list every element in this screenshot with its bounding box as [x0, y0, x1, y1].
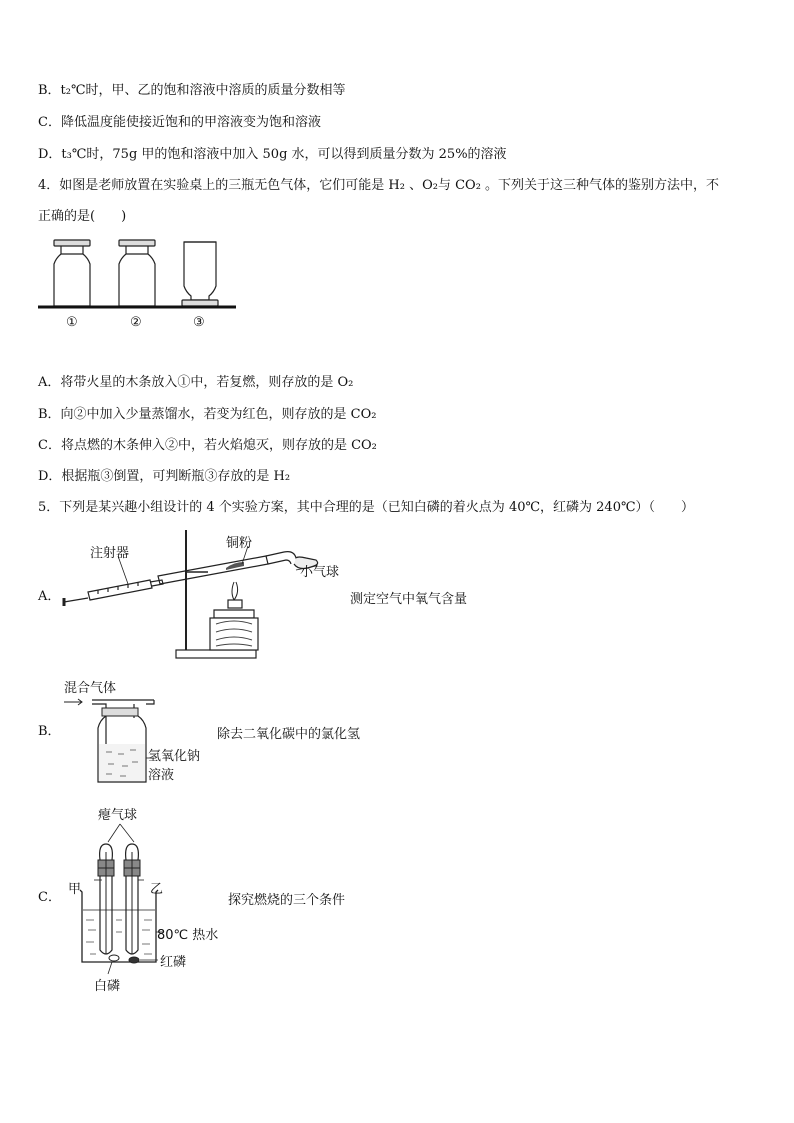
bottle-label-2: ② [130, 315, 142, 330]
mixed-gas-label: 混合气体 [64, 681, 117, 696]
q3-option-c: C．降低温度能使接近饱和的甲溶液变为饱和溶液 [38, 115, 321, 130]
q4-stem-line1: 4．如图是老师放置在实验桌上的三瓶无色气体，它们可能是 H₂ 、O₂与 CO₂ 。下列关于这三种气体的鉴别方法中，不 [38, 178, 720, 193]
q4-option-c: C．将点燃的木条伸入②中，若火焰熄灭，则存放的是 CO₂ [38, 438, 377, 453]
tube-yi-label: 乙 [150, 882, 164, 897]
flat-balloons-label: 瘪气球 [98, 808, 138, 823]
q4-stem-line2: 正确的是( ) [38, 209, 127, 224]
q5-stem: 5．下列是某兴趣小组设计的 4 个实验方案，其中合理的是（已知白磷的着火点为 40℃，红磷为 240℃）（ ） [38, 500, 695, 515]
q5-option-a-letter: A． [38, 589, 61, 604]
white-phosphorus-label: 白磷 [94, 979, 121, 994]
hot-water-label: 80℃ 热水 [157, 928, 219, 943]
q5-option-b-letter: B． [38, 724, 61, 739]
q5-option-a-desc: 测定空气中氧气含量 [350, 592, 468, 607]
bottle-2 [119, 240, 155, 306]
naoh-label-1: 氢氧化钠 [148, 749, 201, 764]
balloon-label: 小气球 [300, 565, 340, 580]
syringe-label: 注射器 [90, 546, 130, 561]
q3-option-d: D．t₃℃时，75g 甲的饱和溶液中加入 50g 水，可以得到质量分数为 25%的溶液 [38, 147, 507, 162]
q5-option-c-desc: 探究燃烧的三个条件 [228, 893, 346, 908]
bottle-label-3: ③ [193, 315, 205, 330]
q5-option-c-letter: C． [38, 890, 61, 905]
q5-option-b-desc: 除去二氧化碳中的氯化氢 [217, 727, 361, 742]
bottle-3-inverted [182, 242, 218, 306]
copper-label: 铜粉 [226, 536, 253, 551]
bottle-label-1: ① [66, 315, 78, 330]
naoh-label-2: 溶液 [148, 768, 175, 783]
tube-jia-label: 甲 [68, 882, 82, 897]
q3-option-b: B．t₂℃时，甲、乙的饱和溶液中溶质的质量分数相等 [38, 83, 346, 98]
bottle-1 [54, 240, 90, 306]
red-phosphorus-label: 红磷 [160, 955, 187, 970]
q4-option-b: B．向②中加入少量蒸馏水，若变为红色，则存放的是 CO₂ [38, 407, 377, 422]
q4-option-a: A．将带火星的木条放入①中，若复燃，则存放的是 O₂ [38, 375, 354, 390]
q4-option-d: D．根据瓶③倒置，可判断瓶③存放的是 H₂ [38, 469, 291, 484]
